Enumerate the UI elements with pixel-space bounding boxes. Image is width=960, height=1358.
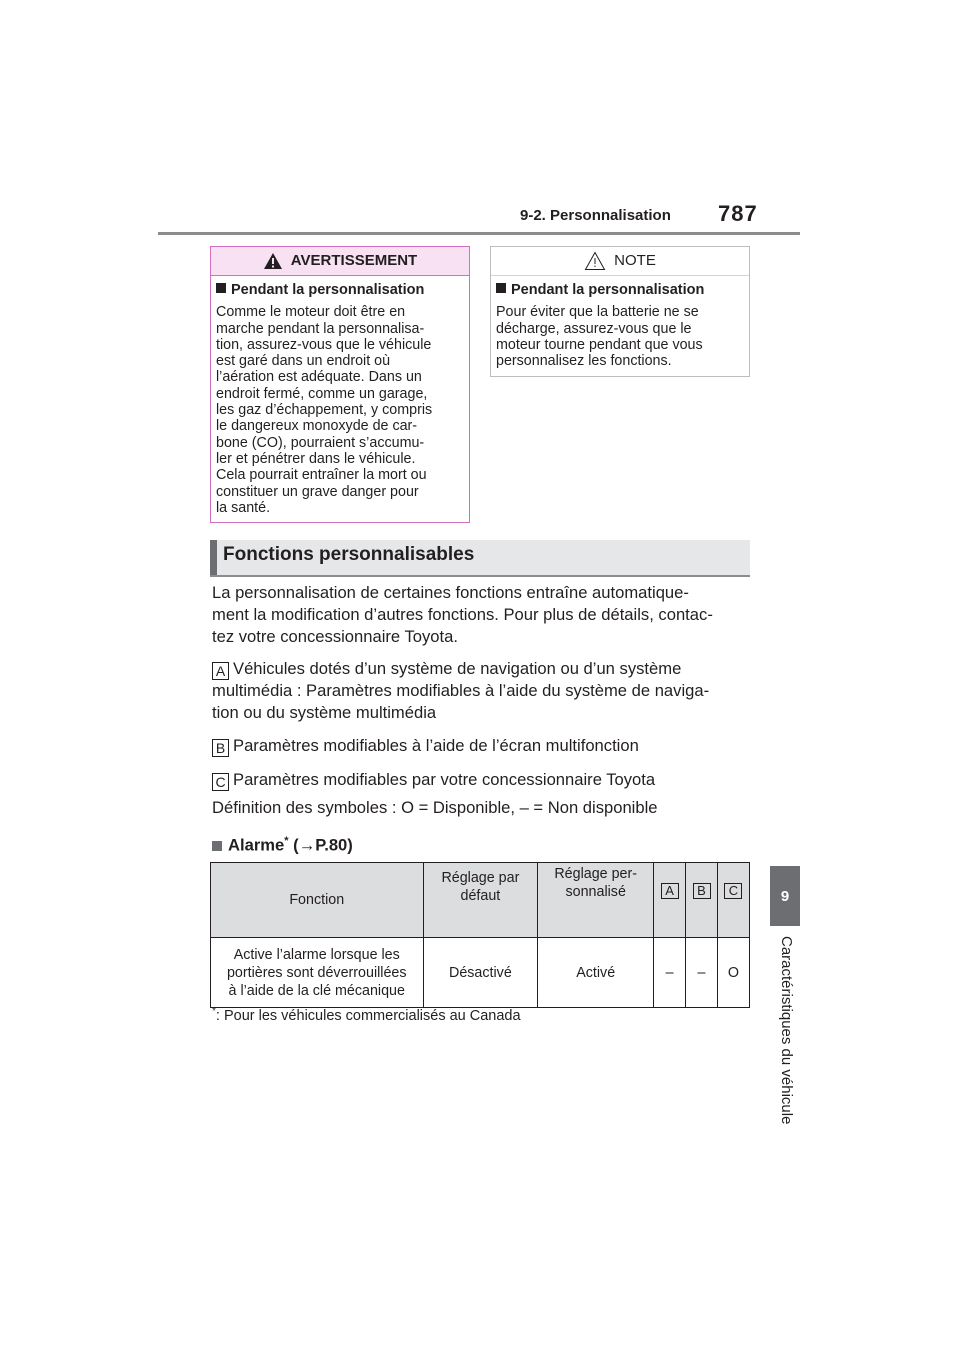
text-line: ler et pénétrer dans le véhicule.	[216, 450, 416, 467]
page-reference[interactable]: (→P.80)	[293, 835, 353, 855]
letter-badge-a: A	[212, 662, 229, 680]
text-line: constituer un grave danger pour	[216, 483, 419, 500]
item-a-line	[212, 658, 752, 680]
table-row	[211, 938, 750, 1008]
page-number: 787	[718, 201, 758, 226]
text-line: Réglage per-	[554, 866, 638, 882]
text-line: décharge, assurez-vous que le	[496, 320, 692, 337]
cell-b: –	[686, 938, 718, 1008]
cell-c: O	[717, 938, 749, 1008]
warning-subtitle	[216, 282, 464, 298]
settings-table	[210, 862, 750, 1008]
cell-function	[211, 938, 424, 1008]
square-bullet-icon	[212, 841, 222, 851]
chapter-tab: 9	[770, 866, 800, 926]
text-line: personnalisez les fonctions.	[496, 353, 672, 370]
section-title-bar	[210, 540, 750, 577]
column-header-a	[654, 863, 686, 938]
letter-badge-a: A	[661, 883, 679, 899]
item-a	[212, 658, 752, 724]
note-header	[491, 247, 749, 276]
warning-box	[210, 246, 470, 523]
section-title-accent	[210, 540, 217, 575]
column-header-function: Fonction	[211, 863, 424, 938]
header-divider	[158, 232, 800, 235]
warning-body	[216, 304, 464, 516]
letter-badge-c: C	[212, 773, 229, 791]
symbols-definition: Définition des symboles : O = Disponible, – = Non disponible	[212, 798, 658, 817]
footnote-text: : Pour les véhicules commercialisés au Canada	[215, 1007, 521, 1024]
cell-a: –	[654, 938, 686, 1008]
item-c-line	[212, 769, 752, 791]
item-c	[212, 769, 752, 791]
text-line: l’aération est adéquate. Dans un	[216, 369, 422, 386]
text-line: bone (CO), pourraient s’accumu-	[216, 434, 425, 451]
warning-subtitle-text: Pendant la personnalisation	[231, 282, 425, 298]
column-header-default	[423, 863, 538, 938]
cell-custom: Activé	[538, 938, 654, 1008]
text-line: Pour éviter que la batterie ne se	[496, 304, 699, 321]
footnote	[212, 1006, 521, 1024]
text-line: Active l’alarme lorsque les	[233, 946, 400, 963]
text-line: portières sont déverrouillées	[226, 964, 407, 981]
subsection-heading	[212, 830, 752, 857]
warning-triangle-icon	[263, 252, 283, 270]
text-line: les gaz d’échappement, y compris	[216, 402, 433, 419]
text-line: Réglage par	[441, 870, 520, 886]
text-line: la santé.	[216, 499, 271, 516]
table-header-row	[211, 863, 750, 938]
text-line: tez votre concessionnaire Toyota.	[212, 627, 458, 646]
note-subtitle-text: Pendant la personnalisation	[511, 282, 705, 298]
text-line: ment la modification d’autres fonctions. Pour plus de détails, contac-	[212, 605, 713, 624]
text-line: Paramètres modifiables par votre concessionnaire Toyota	[233, 770, 656, 789]
chapter-tab-label: Caractéristiques du véhicule	[778, 936, 795, 1125]
text-line: est garé dans un endroit où	[216, 353, 391, 370]
text-line: sonnalisé	[565, 884, 626, 900]
column-header-c	[717, 863, 749, 938]
footnote-marker: *	[212, 1006, 216, 1017]
square-bullet-icon	[216, 283, 226, 293]
footnote-marker: *	[284, 835, 289, 847]
text-line: tion, assurez-vous que le véhicule	[216, 336, 432, 353]
text-line: moteur tourne pendant que vous	[496, 336, 703, 353]
cell-default: Désactivé	[423, 938, 538, 1008]
text-line: Cela pourrait entraîner la mort ou	[216, 467, 427, 484]
letter-badge-c: C	[724, 883, 742, 899]
item-b	[212, 735, 752, 757]
letter-badge-b: B	[212, 739, 229, 757]
column-header-custom	[538, 863, 654, 938]
text-line: Comme le moteur doit être en	[216, 304, 406, 321]
text-line: défaut	[460, 888, 501, 904]
text-line: marche pendant la personnalisa-	[216, 320, 425, 337]
note-title: NOTE	[614, 251, 656, 269]
text-line: à l’aide de la clé mécanique	[228, 982, 405, 999]
intro-paragraph	[212, 582, 752, 648]
text-line: tion ou du système multimédia	[212, 703, 437, 722]
subsection-title: Alarme	[228, 835, 285, 855]
square-bullet-icon	[496, 283, 506, 293]
text-line: multimédia : Paramètres modifiables à l’aide du système de naviga-	[212, 681, 710, 700]
section-header: 9-2. Personnalisation	[520, 207, 671, 224]
note-box	[490, 246, 750, 377]
warning-title: AVERTISSEMENT	[290, 251, 418, 269]
text-line: La personnalisation de certaines fonctions entraîne automatique-	[212, 583, 689, 602]
text-line: endroit fermé, comme un garage,	[216, 385, 428, 402]
note-subtitle	[496, 282, 744, 298]
section-title: Fonctions personnalisables	[223, 544, 475, 565]
text-line: Véhicules dotés d’un système de navigation ou d’un système	[233, 659, 682, 678]
text-line: le dangereux monoxyde de car-	[216, 418, 418, 435]
column-header-b	[686, 863, 718, 938]
note-body	[496, 304, 744, 369]
text-line: Paramètres modifiables à l’aide de l’écran multifonction	[233, 736, 639, 755]
letter-badge-b: B	[693, 883, 711, 899]
caution-triangle-icon	[584, 251, 606, 271]
warning-header	[211, 247, 469, 276]
item-b-line	[212, 735, 752, 757]
